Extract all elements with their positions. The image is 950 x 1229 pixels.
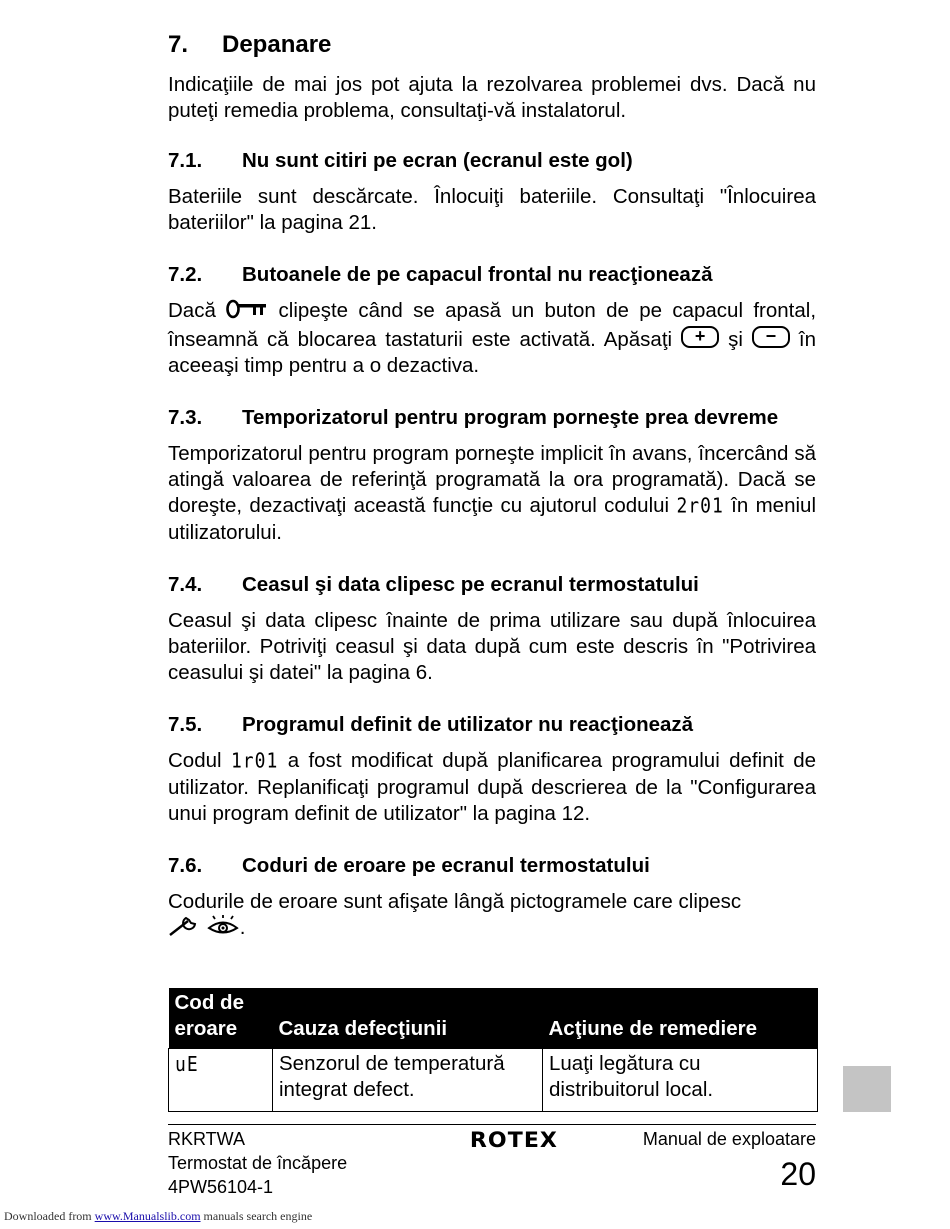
column-header-code: Cod de eroare [169,988,273,1049]
subsection-heading-7-2 [168,262,816,288]
subsection-title: Programul definit de utilizator nu reacţionează [242,713,694,736]
wrench-icon [168,915,200,944]
subsection-heading-7-1 [168,148,816,174]
chapter-side-tab [843,1066,891,1112]
plus-button-icon: + [681,326,719,348]
subsection-title: Nu sunt citiri pe ecran (ecranul este gol) [242,149,633,172]
subsection-text-7-2: Dacă clipeşte când se apasă un buton de pe capacul frontal, înseamnă că blocarea tastaturii este activată. Apăsaţi + şi − în aceeaşi timp pentru a o dezactiva. [168,299,817,377]
page-content [168,30,816,944]
subsection-title: Ceasul şi data clipesc pe ecranul termostatului [242,573,699,596]
subsection-heading-7-5 [168,712,816,738]
subsection-text-7-6: Codurile de eroare sunt afişate lângă pictogramele care clipesc . [168,889,816,944]
section-heading [168,30,816,60]
key-lock-icon [226,299,268,326]
subsection-title: Butoanele de pe capacul frontal nu reacţionează [242,263,713,286]
subsection-text-7-5: Codul 1r01 a fost modificat după planificarea programului definit de utilizator. Replanificaţi programul după descrierea de la "Configurarea unui program definit de utilizator" la pagina 12. [168,749,817,825]
subsection-number: 7.3. [168,406,203,429]
subsection-heading-7-3 [168,405,816,431]
error-code: uE [175,1052,199,1077]
subsection-number: 7.5. [168,713,203,736]
table-cell-code [169,1049,273,1112]
minus-button-icon: − [752,326,790,348]
section-title: Depanare [222,31,332,58]
download-notice: Downloaded from www.Manualslib.com manuals search engine [4,1209,313,1223]
footer-product: Termostat de încăpere [168,1153,348,1173]
footer-part-number: 4PW56104-1 [168,1177,274,1197]
user-menu-code: 1r01 [230,749,279,774]
error-code-table [168,988,818,1112]
column-header-cause: Cauza defecţiunii [273,988,543,1049]
eye-icon [206,915,240,944]
subsection-number: 7.4. [168,573,203,596]
subsection-text-7-4: Ceasul şi data clipesc înainte de prima utilizare sau după înlocuirea bateriilor. Potriviţi ceasul şi data după cum este descris în "Potrivirea ceasului şi datei" la pagina 6. [168,609,816,684]
subsection-number: 7.2. [168,263,203,286]
subsection-number: 7.1. [168,149,203,172]
footer-manual-title: Manual de exploatare [642,1129,816,1149]
manualslib-link[interactable]: www.Manualslib.com [94,1209,201,1223]
footer-model: RKRTWA [168,1129,246,1149]
subsection-text-7-1: Bateriile sunt descărcate. Înlocuiţi bateriile. Consultaţi "Înlocuirea bateriilor" la pagina 21. [168,185,816,234]
table-cell-action: Luaţi legătura cu distribuitorul local. [543,1049,818,1112]
table-header-row [169,988,818,1049]
subsection-title: Coduri de eroare pe ecranul termostatului [242,854,650,877]
column-header-action: Acţiune de remediere [543,988,818,1049]
section-intro: Indicaţiile de mai jos pot ajuta la rezolvarea problemei dvs. Dacă nu puteţi remedia problema, consultaţi-vă instalatorul. [168,73,816,122]
table-cell-cause: Senzorul de temperatură integrat defect. [273,1049,543,1112]
user-menu-code: 2r01 [676,494,724,519]
subsection-title: Temporizatorul pentru program porneşte prea devreme [242,406,779,429]
subsection-number: 7.6. [168,854,203,877]
footer-product-info [168,1127,347,1199]
subsection-heading-7-6 [168,853,816,879]
subsection-heading-7-4 [168,572,816,598]
brand-logo: ROTEX [469,1128,558,1152]
footer-divider [168,1124,816,1125]
subsection-text-7-3: Temporizatorul pentru program porneşte implicit în avans, încercând să atingă valoarea de referinţă programată la ora programată). Dacă se doreşte, dezactivaţi această funcţie cu ajutorul codului 2r01 în meniul utilizatorului. [168,442,816,544]
page-number: 20 [780,1156,816,1192]
table-row [169,1049,818,1112]
section-number: 7. [168,31,189,58]
